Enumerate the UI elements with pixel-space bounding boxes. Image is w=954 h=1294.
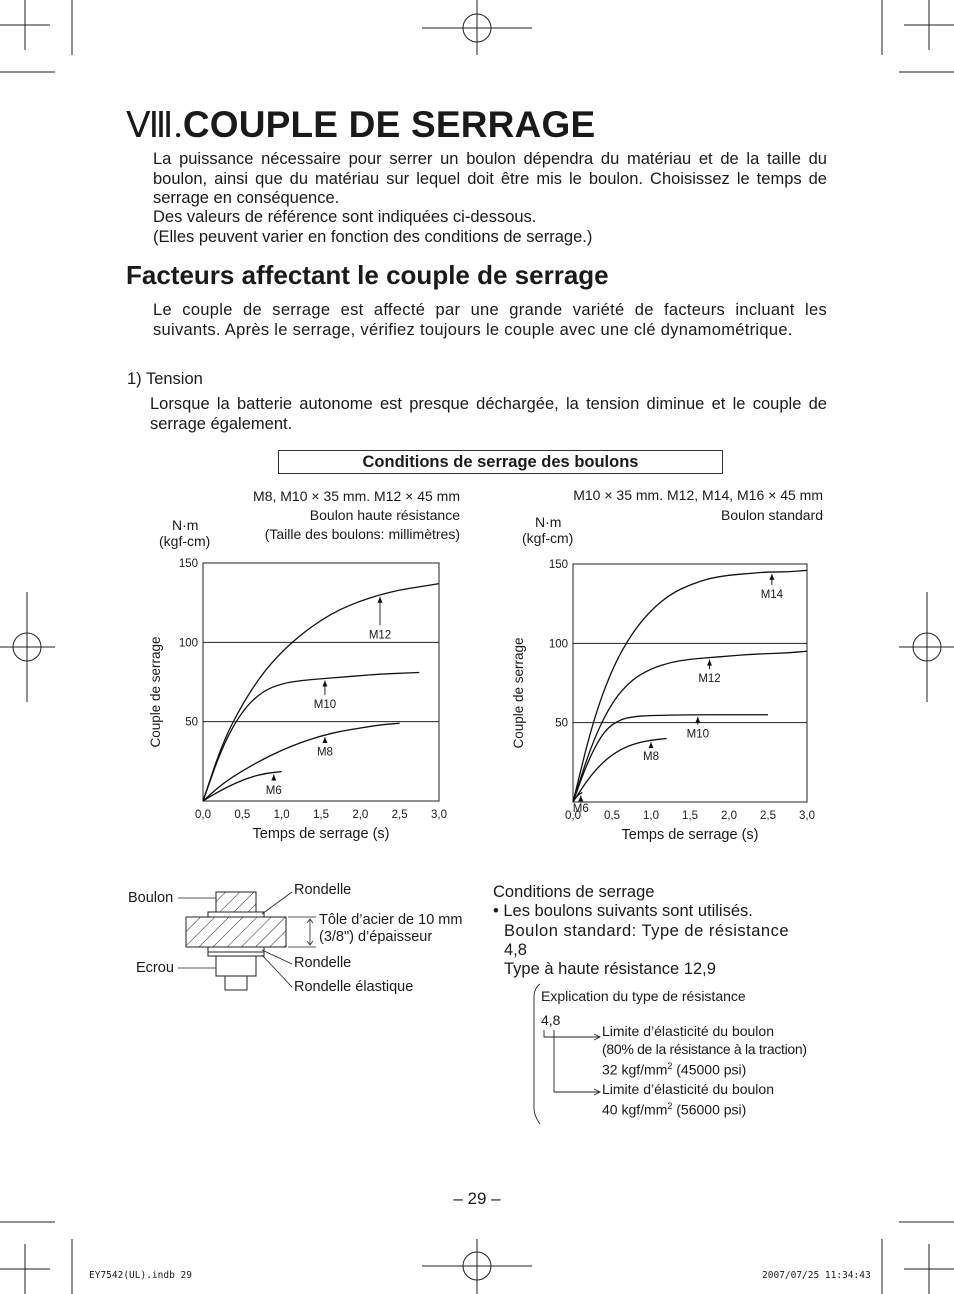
chart2-y-tick-label: 50 (555, 717, 568, 730)
steel-plate-shape (186, 917, 286, 947)
intro-paragraph-1: La puissance nécessaire pour serrer un boulon dépendra du matériau et de la taille du boulon, ainsi que du matériau sur lequel doit être mis le boulon. Choisissez le temps de serrage en conséquence. (153, 150, 827, 207)
chart1-x-tick-label: 2,0 (352, 809, 369, 821)
resistance-second-line2 (602, 1098, 746, 1119)
chart1-x-tick-label: 0,0 (195, 809, 211, 821)
chart2-x-tick-label: 3,0 (799, 810, 815, 822)
conditions-bullet: • Les boulons suivants sont utilisés. (493, 902, 753, 920)
chart2-series-m12 (573, 651, 807, 802)
list-item-label: 1) Tension (127, 370, 203, 388)
section-heading: Facteurs affectant le couple de serrage (126, 260, 609, 290)
chart1-x-tick-label: 3,0 (431, 809, 447, 821)
chart1-x-tick-label: 1,0 (273, 809, 290, 821)
chart2-x-tick-label: 2,0 (721, 810, 737, 822)
resistance-heading: Explication du type de résistance (541, 988, 746, 1004)
chart1-header-line2: Boulon haute résistance (309, 507, 460, 523)
chart1-header-line3: (Taille des boulons: millimètres) (264, 526, 460, 542)
first-psi: (45000 psi) (672, 1061, 747, 1078)
page-title (126, 104, 595, 146)
chart1-arrowhead-m12 (378, 597, 383, 603)
chart1-y-axis-label: Couple de serrage (148, 636, 163, 748)
chart1-x-axis-label: Temps de serrage (s) (252, 826, 390, 842)
chart2-torque-standard (505, 550, 825, 850)
chart2-series-label-m6: M6 (572, 803, 589, 816)
chart2-header-line2: Boulon standard (721, 507, 823, 523)
chart2-header-line1: M10 × 35 mm. M12, M14, M16 × 45 mm (573, 487, 823, 503)
washer-top-shape (208, 912, 264, 917)
footer-date: 2007/07/25 11:34:43 (762, 1270, 871, 1281)
chart1-y-tick-label: 150 (178, 558, 198, 570)
chart2-unit-line1: N·m (535, 514, 562, 530)
conditions-standard-line1: Boulon standard: Type de résistance (504, 922, 790, 940)
chart2-series-label-m14: M14 (760, 589, 784, 602)
chart1-header-line1: M8, M10 × 35 mm. M12 × 45 mm (253, 488, 460, 504)
chart1-arrowhead-m10 (322, 681, 327, 687)
chart1-x-tick-label: 0,5 (234, 809, 251, 821)
chart1-y-tick-label: 100 (178, 637, 198, 650)
footer-file: EY7542(UL).indb 29 (89, 1270, 192, 1281)
label-ecrou: Ecrou (136, 960, 174, 976)
second-code-leader (554, 1030, 600, 1092)
chart2-y-tick-label: 150 (548, 559, 568, 571)
second-value: 40 kgf/mm (602, 1101, 668, 1118)
chart2-x-tick-label: 1,0 (643, 810, 659, 822)
chart2-arrowhead-m6 (578, 795, 583, 801)
bolt-tip-shape (225, 976, 247, 990)
chart1-arrowhead-m8 (322, 737, 327, 743)
chart2-series-label-m8: M8 (643, 750, 659, 763)
label-rondelle-bottom: Rondelle (294, 955, 352, 971)
conditions-box-title: Conditions de serrage des boulons (278, 450, 723, 474)
list-item-text: Lorsque la batterie autonome est presque déchargée, la tension diminue et le couple de serrage également. (150, 395, 827, 433)
chart1-torque-high-resistance (140, 550, 470, 850)
label-tole-line2: (3/8") d’épaisseur (319, 929, 433, 945)
chart2-series-m14 (573, 570, 807, 802)
chart1-y-tick-label: 50 (185, 716, 198, 729)
chart2-arrowhead-m10 (695, 717, 700, 723)
chart2-x-axis-label: Temps de serrage (s) (621, 827, 759, 843)
chart1-series-m8 (203, 723, 400, 801)
spring-washer-shape (208, 952, 264, 956)
chart2-y-axis-label: Couple de serrage (511, 637, 526, 749)
first-code-leader (544, 1030, 600, 1037)
chart2-x-tick-label: 2,5 (760, 810, 776, 822)
page-number: – 29 – (453, 1189, 501, 1208)
chart1-series-label-m12: M12 (368, 629, 392, 642)
chart2-x-tick-label: 1,5 (682, 810, 698, 822)
title-roman-numeral: Ⅷ. (126, 105, 183, 145)
washer-bottom-shape (208, 947, 264, 952)
chart2-y-tick-label: 100 (548, 638, 568, 651)
chart1-x-tick-label: 1,5 (313, 809, 329, 821)
nut-shape (216, 956, 256, 976)
resistance-code: 4,8 (541, 1012, 561, 1028)
section-paragraph: Le couple de serrage est affecté par une grande variété de facteurs incluant les suivants. Après le serrage, vérifiez toujours le couple avec une clé dynamométrique. (153, 301, 827, 339)
conditions-standard-line2: 4,8 (504, 941, 527, 959)
chart2-arrowhead-m14 (769, 574, 774, 580)
chart1-series-label-m8: M8 (316, 746, 333, 759)
chart1-x-tick-label: 2,5 (391, 809, 408, 821)
conditions-heading: Conditions de serrage (493, 883, 655, 901)
resistance-first-line3 (602, 1058, 746, 1079)
label-boulon: Boulon (128, 890, 174, 906)
second-psi: (56000 psi) (672, 1101, 747, 1118)
chart2-x-tick-label: 0,0 (565, 810, 581, 822)
chart2-arrowhead-m12 (707, 660, 712, 666)
chart1-unit-line2: (kgf-cm) (159, 533, 211, 549)
chart2-series-label-m10: M10 (686, 728, 709, 741)
chart1-unit-line1: N·m (172, 517, 199, 533)
label-tole-line1: Tôle d’acier de 10 mm (319, 912, 463, 928)
resistance-first-line1: Limite d’élasticité du boulon (602, 1023, 774, 1039)
chart2-series-label-m12: M12 (698, 673, 721, 686)
title-text: COUPLE DE SERRAGE (182, 104, 596, 145)
second-sup: 2 (667, 1101, 673, 1111)
chart1-series-label-m6: M6 (265, 784, 282, 797)
chart2-x-tick-label: 0,5 (604, 810, 620, 822)
label-rondelle-elastique: Rondelle élastique (294, 979, 414, 995)
chart2-unit-line2: (kgf-cm) (522, 530, 574, 546)
intro-paragraph-3: (Elles peuvent varier en fonction des conditions de serrage.) (153, 228, 593, 246)
first-sup: 2 (667, 1061, 673, 1071)
chart1-series-label-m10: M10 (313, 699, 337, 712)
chart2-arrowhead-m8 (649, 742, 654, 748)
chart1-plot-frame (203, 563, 439, 801)
chart1-series-m12 (203, 584, 439, 801)
chart2-series-m10 (573, 715, 768, 802)
chart1-series-m10 (203, 672, 419, 801)
conditions-high-resistance: Type à haute résistance 12,9 (504, 960, 716, 978)
first-value: 32 kgf/mm (602, 1061, 668, 1078)
resistance-brace (534, 984, 540, 1124)
resistance-second-line1: Limite d’élasticité du boulon (602, 1081, 774, 1097)
intro-paragraph-2: Des valeurs de référence sont indiquées ci-dessous. (153, 208, 537, 226)
chart1-arrowhead-m6 (271, 774, 276, 780)
resistance-first-line2: (80% de la résistance à la traction) (602, 1041, 807, 1057)
label-rondelle-top: Rondelle (294, 882, 352, 898)
